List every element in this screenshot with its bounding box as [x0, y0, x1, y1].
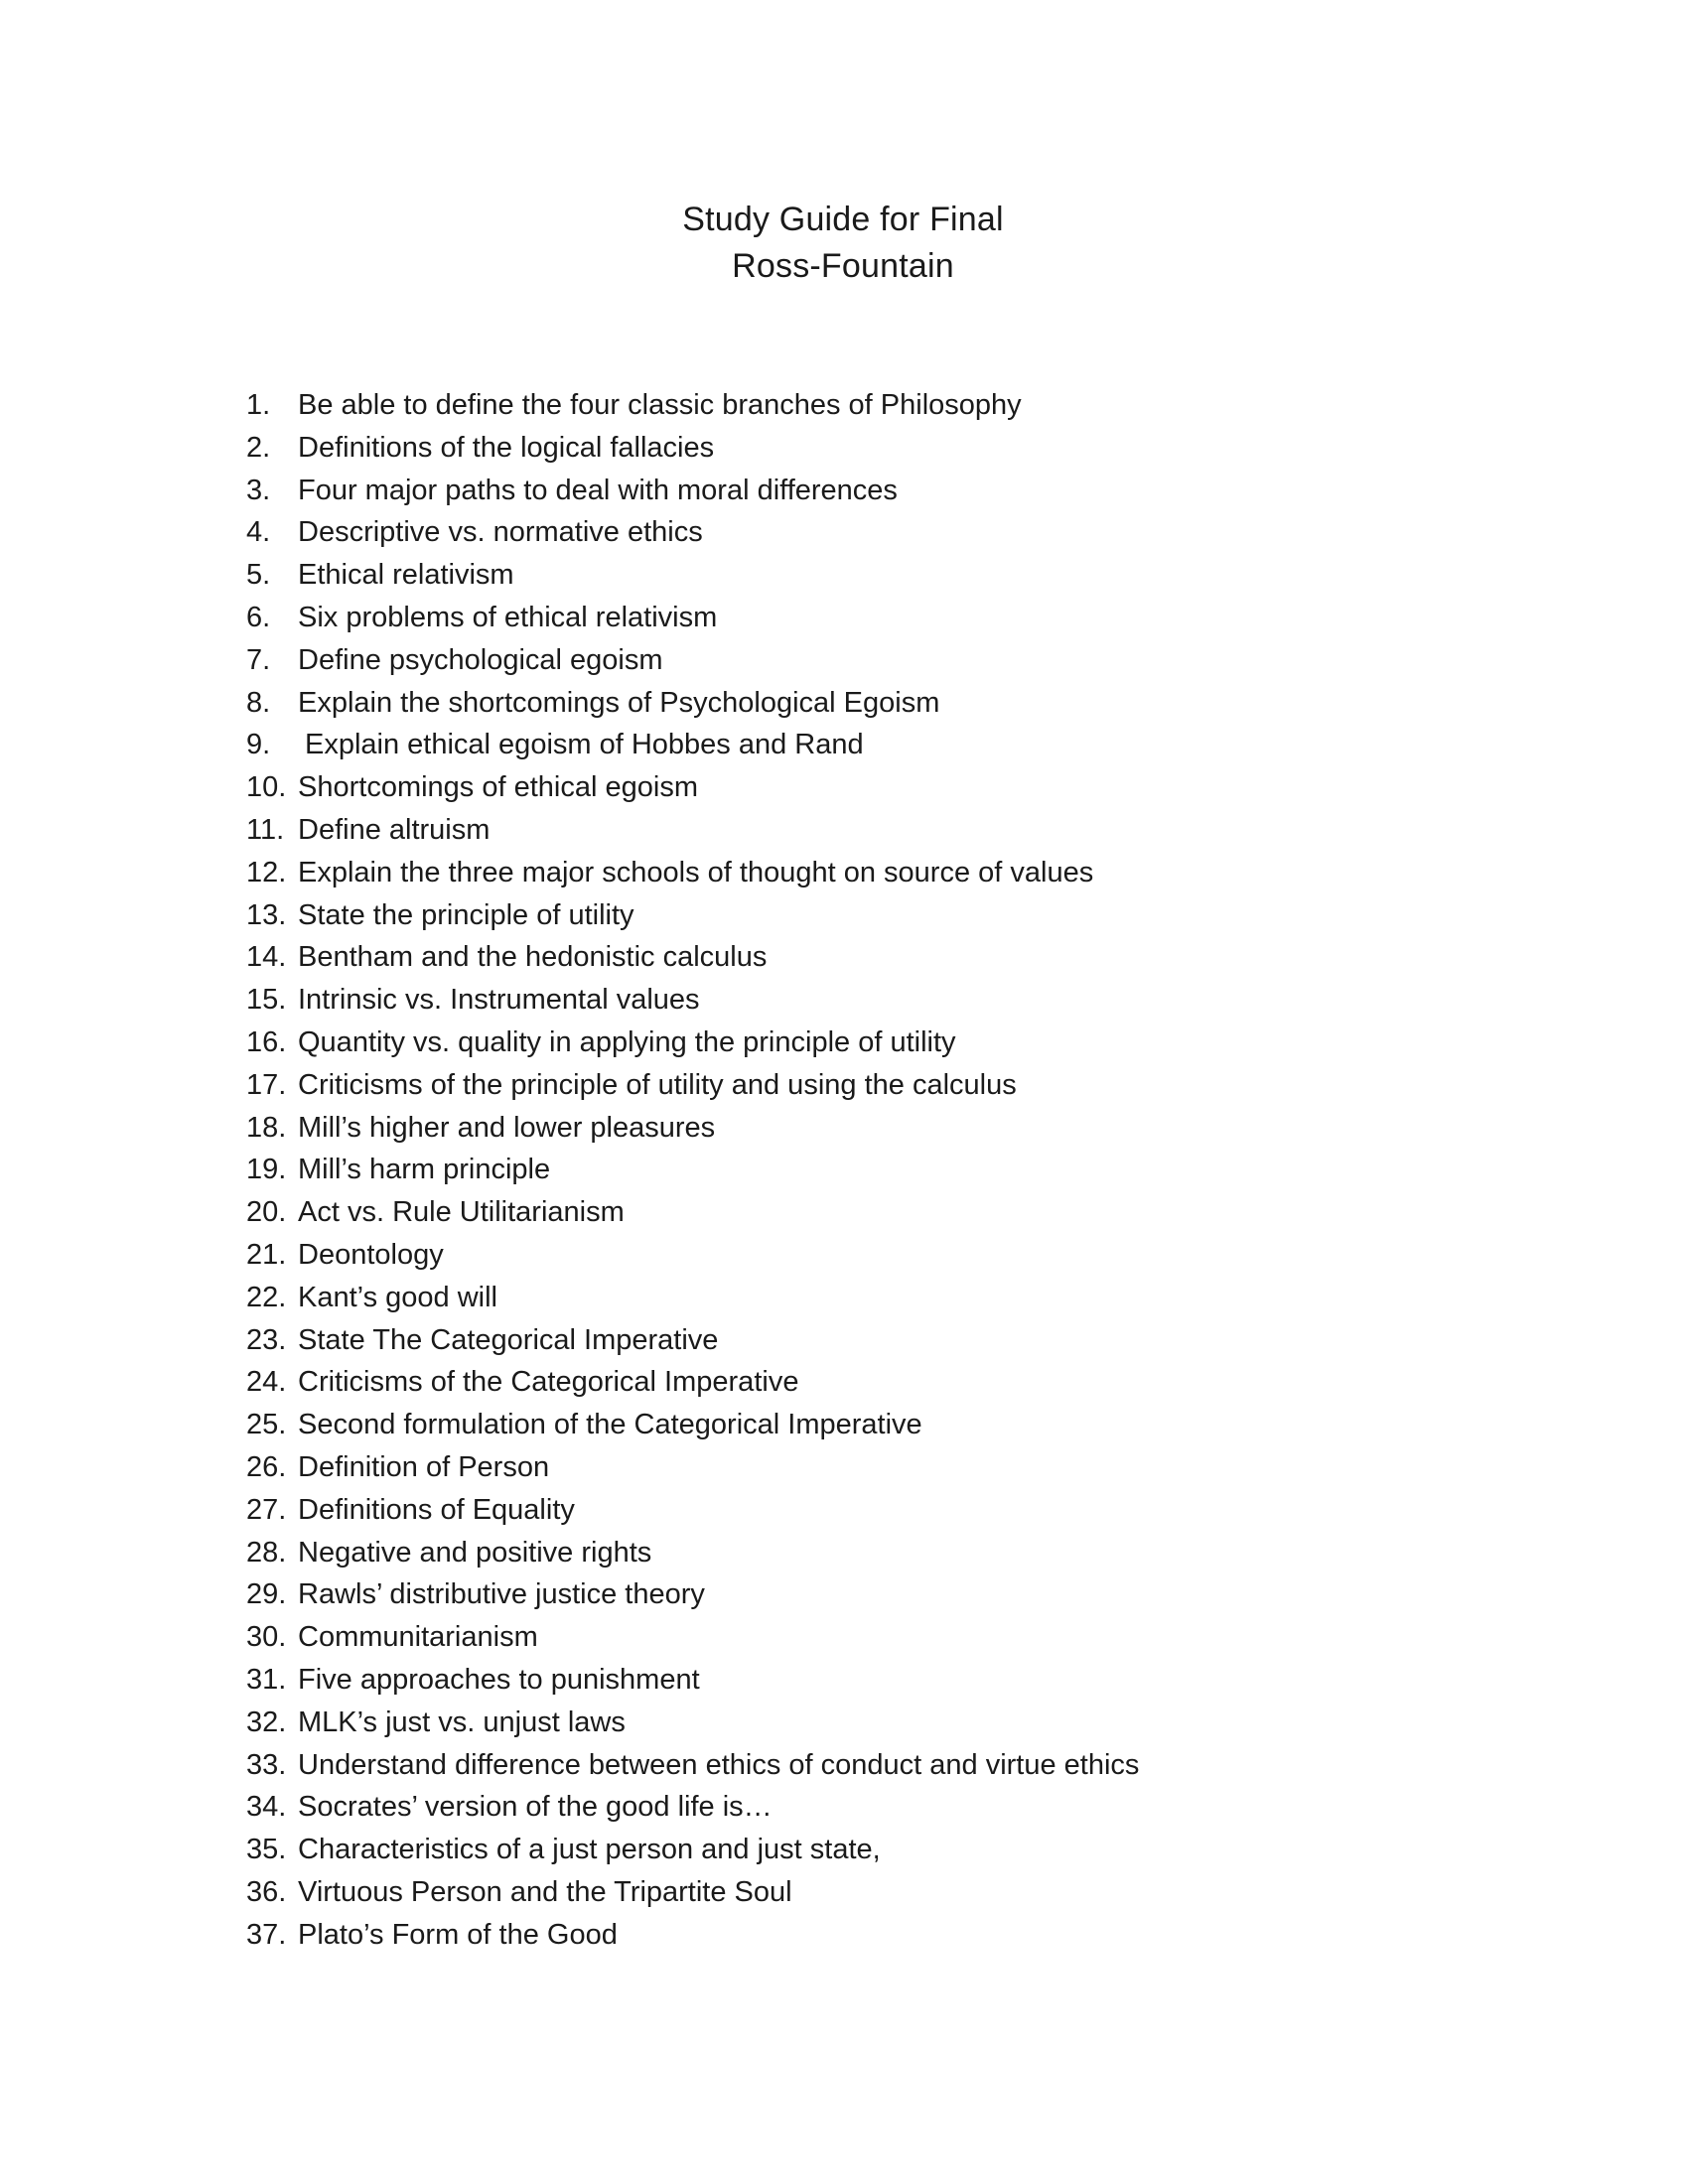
list-item-number: 12.: [246, 856, 287, 888]
list-item-text: Quantity vs. quality in applying the principle of utility: [298, 1025, 956, 1058]
title-block: [0, 197, 1688, 290]
list-item-number: 27.: [246, 1493, 287, 1526]
list-item: [246, 384, 1537, 427]
list-item: [246, 511, 1537, 554]
list-item-text: Intrinsic vs. Instrumental values: [298, 984, 700, 1017]
list-item-number: 36.: [246, 1875, 287, 1908]
list-item-number: 10.: [246, 771, 287, 804]
list-item-number: 30.: [246, 1621, 287, 1654]
list-item: [246, 1914, 1537, 1957]
list-item-number: 9.: [246, 729, 271, 761]
list-item: [246, 1404, 1537, 1446]
list-item-number: 2.: [246, 431, 271, 464]
list-item-number: 17.: [246, 1068, 287, 1101]
list-item: [246, 1489, 1537, 1532]
list-item: [246, 1829, 1537, 1871]
list-item: [246, 894, 1537, 937]
list-item-text: Descriptive vs. normative ethics: [298, 516, 703, 549]
list-item: [246, 1786, 1537, 1829]
list-item-number: 23.: [246, 1323, 287, 1356]
list-item-number: 22.: [246, 1281, 287, 1313]
list-item-text: Shortcomings of ethical egoism: [298, 771, 698, 804]
list-item: [246, 1361, 1537, 1404]
list-item-number: 14.: [246, 941, 287, 974]
list-item: [246, 766, 1537, 809]
list-item: [246, 1277, 1537, 1319]
list-item-text: Understand difference between ethics of conduct and virtue ethics: [298, 1748, 1140, 1781]
list-item-number: 28.: [246, 1536, 287, 1569]
list-item: [246, 1871, 1537, 1914]
list-item-number: 15.: [246, 984, 287, 1017]
list-item-number: 21.: [246, 1238, 287, 1271]
list-item-text: Explain ethical egoism of Hobbes and Rand: [305, 729, 864, 761]
page-title: Study Guide for Final: [682, 201, 1004, 238]
list-item: [246, 554, 1537, 597]
list-item: [246, 1446, 1537, 1489]
list-item: [246, 724, 1537, 766]
list-item: [246, 979, 1537, 1022]
list-item: [246, 1744, 1537, 1787]
list-item-number: 24.: [246, 1366, 287, 1399]
list-item-text: Define altruism: [298, 813, 491, 846]
list-item: [246, 1573, 1537, 1616]
list-item-number: 8.: [246, 686, 271, 719]
list-item: [246, 1191, 1537, 1234]
study-guide-list: [246, 384, 1537, 1956]
list-item-text: Ethical relativism: [298, 559, 514, 592]
list-item-number: 35.: [246, 1834, 287, 1866]
list-item: [246, 1319, 1537, 1362]
list-item-text: Virtuous Person and the Tripartite Soul: [298, 1875, 792, 1908]
list-item: [246, 1234, 1537, 1277]
list-item-number: 37.: [246, 1918, 287, 1951]
list-item-number: 33.: [246, 1748, 287, 1781]
list-item: [246, 639, 1537, 682]
list-item: [246, 1149, 1537, 1191]
list-item: [246, 1616, 1537, 1659]
list-item-number: 16.: [246, 1025, 287, 1058]
list-item-number: 34.: [246, 1791, 287, 1824]
list-item: [246, 1659, 1537, 1702]
list-item-text: Definition of Person: [298, 1450, 550, 1483]
list-item-number: 11.: [246, 813, 285, 846]
list-item-text: Plato’s Form of the Good: [298, 1918, 618, 1951]
list-item-text: State The Categorical Imperative: [298, 1323, 719, 1356]
list-item-number: 7.: [246, 643, 271, 676]
list-item-text: Characteristics of a just person and just state,: [298, 1834, 881, 1866]
list-item-text: Be able to define the four classic branches of Philosophy: [298, 389, 1022, 421]
list-item-text: Socrates’ version of the good life is…: [298, 1791, 773, 1824]
list-item-text: Define psychological egoism: [298, 643, 663, 676]
list-item-text: Definitions of the logical fallacies: [298, 431, 715, 464]
list-item: [246, 852, 1537, 894]
list-item-text: Rawls’ distributive justice theory: [298, 1578, 705, 1611]
list-item: [246, 1064, 1537, 1107]
list-item-number: 31.: [246, 1663, 287, 1696]
list-item-text: Bentham and the hedonistic calculus: [298, 941, 768, 974]
list-item-text: Explain the three major schools of thought on source of values: [298, 856, 1094, 888]
list-item-number: 29.: [246, 1578, 287, 1611]
list-item-text: State the principle of utility: [298, 898, 634, 931]
list-item-text: Negative and positive rights: [298, 1536, 652, 1569]
list-item-text: Definitions of Equality: [298, 1493, 575, 1526]
list-item-text: MLK’s just vs. unjust laws: [298, 1706, 626, 1738]
list-item-text: Four major paths to deal with moral differences: [298, 474, 898, 506]
list-item-number: 25.: [246, 1409, 287, 1441]
list-item-number: 32.: [246, 1706, 287, 1738]
list-item-text: Mill’s harm principle: [298, 1154, 551, 1186]
list-item-text: Second formulation of the Categorical Imperative: [298, 1409, 922, 1441]
list-item-text: Deontology: [298, 1238, 444, 1271]
list-item-text: Six problems of ethical relativism: [298, 601, 718, 633]
list-item-text: Kant’s good will: [298, 1281, 497, 1313]
list-item-text: Criticisms of the principle of utility and using the calculus: [298, 1068, 1017, 1101]
list-item-number: 19.: [246, 1154, 287, 1186]
list-item: [246, 1022, 1537, 1064]
list-item: [246, 470, 1537, 512]
list-item-number: 3.: [246, 474, 271, 506]
list-item: [246, 1532, 1537, 1574]
list-item: [246, 597, 1537, 639]
list-item-number: 4.: [246, 516, 271, 549]
list-item-number: 26.: [246, 1450, 287, 1483]
list-item: [246, 936, 1537, 979]
list-item-number: 13.: [246, 898, 287, 931]
list-item: [246, 427, 1537, 470]
list-item-text: Communitarianism: [298, 1621, 538, 1654]
list-item: [246, 682, 1537, 725]
list-item: [246, 1702, 1537, 1744]
page-subtitle: Ross-Fountain: [732, 247, 954, 285]
list-item-number: 6.: [246, 601, 271, 633]
list-item-text: Criticisms of the Categorical Imperative: [298, 1366, 799, 1399]
list-item: [246, 1107, 1537, 1150]
list-item-number: 18.: [246, 1111, 287, 1144]
list-item: [246, 809, 1537, 852]
list-item-number: 20.: [246, 1196, 287, 1229]
list-item-text: Explain the shortcomings of Psychological Egoism: [298, 686, 940, 719]
list-item-text: Act vs. Rule Utilitarianism: [298, 1196, 625, 1229]
list-item-number: 1.: [246, 389, 271, 421]
list-item-text: Five approaches to punishment: [298, 1663, 700, 1696]
list-item-text: Mill’s higher and lower pleasures: [298, 1111, 716, 1144]
list-item-number: 5.: [246, 559, 271, 592]
